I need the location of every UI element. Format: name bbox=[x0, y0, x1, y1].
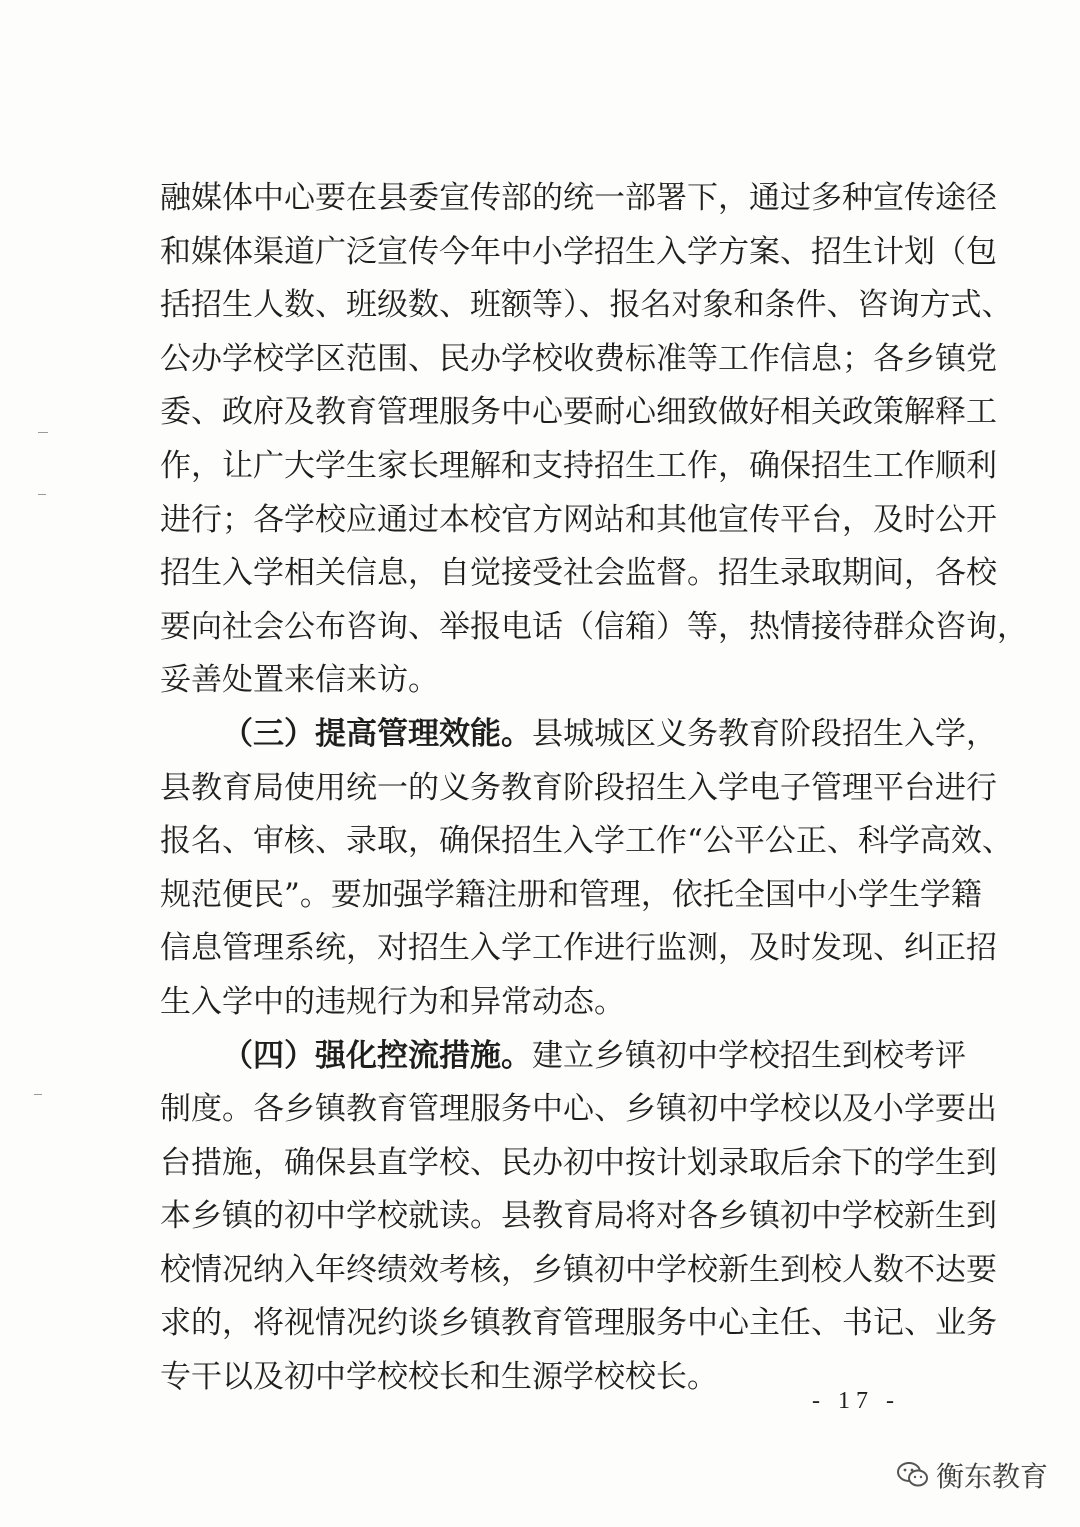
text-line: 妥善处置来信来访。 bbox=[160, 662, 439, 699]
scan-mark bbox=[34, 1094, 42, 1095]
wechat-icon bbox=[896, 1460, 930, 1490]
text-line: 制度。各乡镇教育管理服务中心、乡镇初中学校以及小学要出 bbox=[160, 1091, 997, 1128]
text-line: 建立乡镇初中学校招生到校考评 bbox=[532, 1037, 966, 1074]
text-line: 招生入学相关信息，自觉接受社会监督。招生录取期间，各校 bbox=[160, 555, 997, 592]
text-line: 生入学中的违规行为和异常动态。 bbox=[160, 983, 625, 1020]
text-line: 要向社会公布咨询、举报电话（信箱）等，热情接待群众咨询， bbox=[160, 608, 1028, 645]
text-line: 括招生人数、班级数、班额等）、报名对象和条件、咨询方式、 bbox=[160, 287, 1013, 324]
text-line: 进行；各学校应通过本校官方网站和其他宣传平台，及时公开 bbox=[160, 501, 997, 538]
text-line: 报名、审核、录取，确保招生入学工作“公平公正、科学高效、 bbox=[160, 823, 1013, 860]
text-line: 和媒体渠道广泛宣传今年中小学招生入学方案、招生计划（包 bbox=[160, 233, 997, 270]
text-line: 规范便民”。要加强学籍注册和管理，依托全国中小学生学籍 bbox=[160, 876, 982, 913]
watermark bbox=[896, 1455, 1048, 1495]
page-number: - 17 - bbox=[812, 1388, 900, 1414]
body-text bbox=[160, 172, 1028, 1405]
section-first-line bbox=[160, 1030, 966, 1084]
text-line: 县教育局使用统一的义务教育阶段招生入学电子管理平台进行 bbox=[160, 769, 997, 806]
text-line: 县城城区义务教育阶段招生入学， bbox=[532, 715, 997, 752]
text-line: 融媒体中心要在县委宣传部的统一部署下，通过多种宣传途径 bbox=[160, 180, 997, 216]
text-line: 信息管理系统，对招生入学工作进行监测，及时发现、纠正招 bbox=[160, 930, 997, 967]
scan-mark bbox=[38, 494, 46, 495]
text-line: 本乡镇的初中学校就读。县教育局将对各乡镇初中学校新生到 bbox=[160, 1198, 997, 1235]
text-line: 作，让广大学生家长理解和支持招生工作，确保招生工作顺利 bbox=[160, 447, 997, 484]
text-line: 求的，将视情况约谈乡镇教育管理服务中心主任、书记、业务 bbox=[160, 1305, 997, 1342]
text-line: 校情况纳入年终绩效考核，乡镇初中学校新生到校人数不达要 bbox=[160, 1251, 997, 1288]
watermark-text: 衡东教育 bbox=[936, 1460, 1049, 1493]
section-heading: （四）强化控流措施。 bbox=[222, 1037, 532, 1074]
text-line: 委、政府及教育管理服务中心要耐心细致做好相关政策解释工 bbox=[160, 394, 997, 431]
text-line: 公办学校学区范围、民办学校收费标准等工作信息；各乡镇党 bbox=[160, 340, 997, 377]
text-line: 台措施，确保县直学校、民办初中按计划录取后余下的学生到 bbox=[160, 1144, 997, 1181]
scan-mark bbox=[38, 432, 48, 433]
section-heading: （三）提高管理效能。 bbox=[222, 715, 532, 752]
section-first-line bbox=[160, 708, 997, 762]
text-line: 专干以及初中学校校长和生源学校校长。 bbox=[160, 1359, 718, 1396]
